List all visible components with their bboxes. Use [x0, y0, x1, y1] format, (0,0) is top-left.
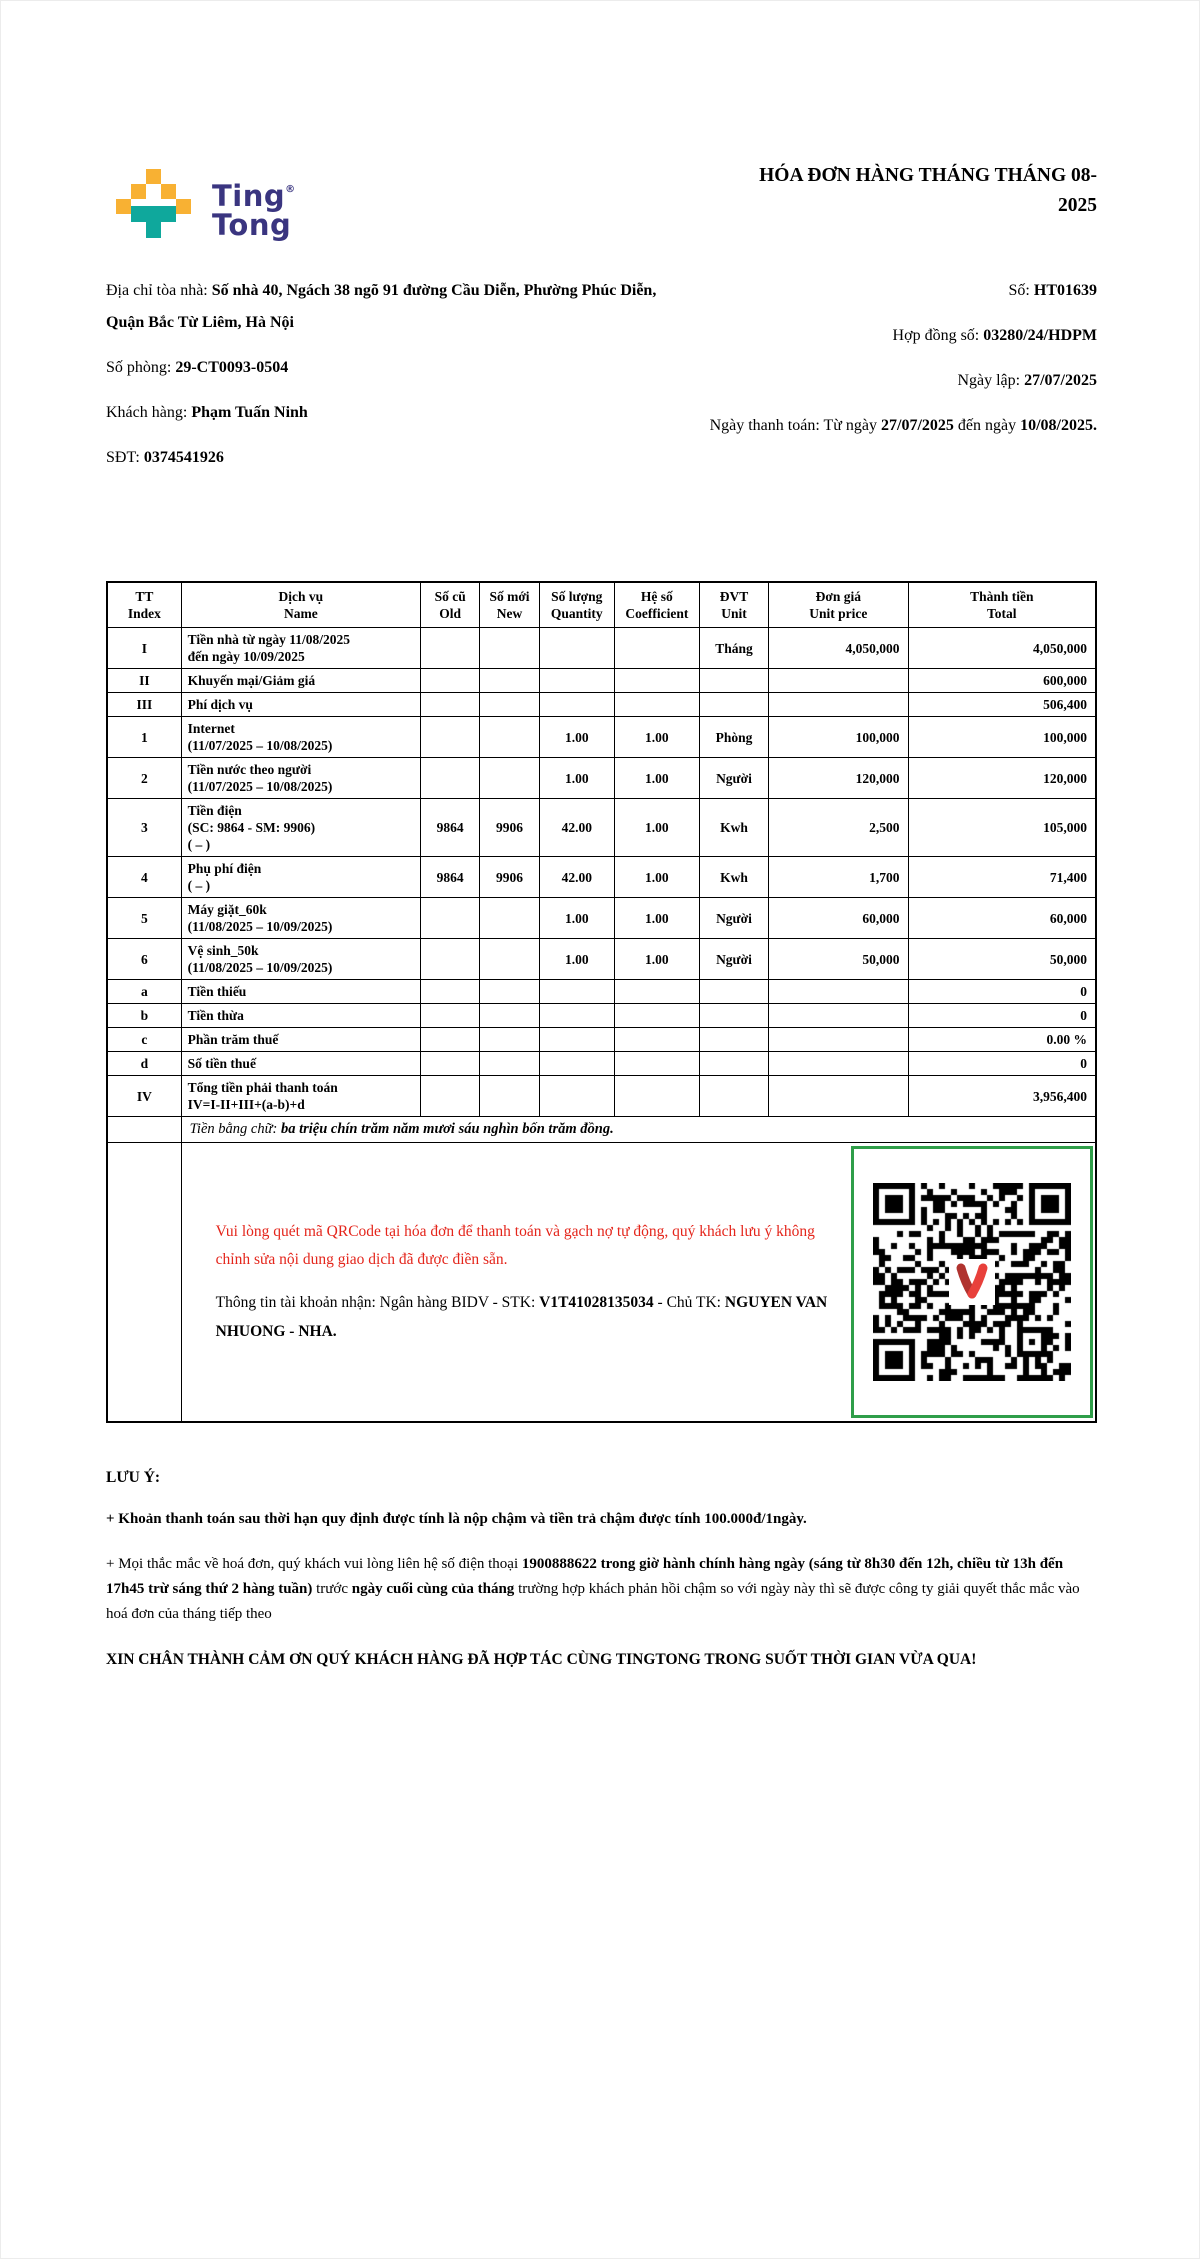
empty-cell	[107, 1117, 181, 1143]
cell-price	[769, 693, 908, 717]
cell-unit: Phòng	[699, 717, 768, 758]
cell-coeff: 1.00	[614, 939, 699, 980]
cell-qty	[539, 1028, 614, 1052]
cell-unit	[699, 980, 768, 1004]
cell-old	[421, 693, 480, 717]
cell-total: 600,000	[908, 669, 1096, 693]
cell-unit	[699, 669, 768, 693]
cell-total: 100,000	[908, 717, 1096, 758]
cell-coeff	[614, 1004, 699, 1028]
invoice-number-line: Số: HT01639	[1008, 282, 1097, 299]
cell-tt: 3	[107, 799, 181, 857]
qr-row	[107, 1143, 1096, 1423]
cell-total: 506,400	[908, 693, 1096, 717]
cell-total: 50,000	[908, 939, 1096, 980]
cell-new: 9906	[480, 857, 539, 898]
cell-qty	[539, 693, 614, 717]
table-header-row	[107, 582, 1096, 628]
cell-service: Tổng tiền phải thanh toán IV=I-II+III+(a-b)+d	[181, 1076, 420, 1117]
cell-old	[421, 1076, 480, 1117]
cell-tt: 5	[107, 898, 181, 939]
table-row	[107, 717, 1096, 758]
cell-tt: d	[107, 1052, 181, 1076]
bank-account-info: Thông tin tài khoản nhận: Ngân hàng BIDV - STK: V1T41028135034 - Chủ TK: NGUYEN VAN NHUONG - NHA.	[215, 1294, 828, 1340]
cell-tt: a	[107, 980, 181, 1004]
contract-number-line: Hợp đồng số: 03280/24/HDPM	[892, 327, 1097, 344]
table-row	[107, 693, 1096, 717]
invoice-table	[106, 581, 1097, 1423]
hotline-note: + Mọi thắc mắc về hoá đơn, quý khách vui lòng liên hệ số điện thoại 1900888622 trong giờ hành chính hàng ngày (sáng từ 8h30 đến 12h, chiều từ 13h đến 17h45 trừ sáng thứ 2 hàng tuần) trước ngày cuối cùng của tháng trường hợp khách phản hồi chậm so với ngày này thì sẽ được công ty giải quyết thắc mắc vào hoá đơn của tháng tiếp theo	[106, 1556, 1080, 1622]
cell-tt: 2	[107, 758, 181, 799]
cell-coeff: 1.00	[614, 717, 699, 758]
cell-tt: c	[107, 1028, 181, 1052]
customer-name-line: Khách hàng: Phạm Tuấn Ninh	[106, 404, 308, 421]
header	[106, 165, 1097, 242]
cell-tt: III	[107, 693, 181, 717]
building-address-line: Địa chỉ tòa nhà: Số nhà 40, Ngách 38 ngõ 91 đường Cầu Diễn, Phường Phúc Diễn, Quận Bắc Từ Liêm, Hà Nội	[106, 282, 657, 331]
issue-date-line: Ngày lập: 27/07/2025	[957, 372, 1097, 389]
cell-new	[480, 669, 539, 693]
cell-qty	[539, 980, 614, 1004]
cell-coeff	[614, 1076, 699, 1117]
cell-price: 50,000	[769, 939, 908, 980]
column-header-coefficient: Hệ số Coefficient	[614, 582, 699, 628]
cell-coeff: 1.00	[614, 857, 699, 898]
cell-unit: Kwh	[699, 799, 768, 857]
qr-payment-cell	[181, 1143, 1096, 1423]
cell-service: Số tiền thuế	[181, 1052, 420, 1076]
cell-total: 120,000	[908, 758, 1096, 799]
cell-old	[421, 980, 480, 1004]
cell-tt: II	[107, 669, 181, 693]
table-row	[107, 857, 1096, 898]
cell-qty	[539, 1052, 614, 1076]
cell-new	[480, 939, 539, 980]
column-header-new: Số mới New	[480, 582, 539, 628]
cell-coeff: 1.00	[614, 758, 699, 799]
cell-old	[421, 898, 480, 939]
table-row	[107, 980, 1096, 1004]
cell-old	[421, 1004, 480, 1028]
vietqr-v-icon	[949, 1259, 995, 1305]
cell-qty: 1.00	[539, 898, 614, 939]
registered-mark: ®	[285, 184, 296, 195]
table-row	[107, 628, 1096, 669]
table-row	[107, 1052, 1096, 1076]
column-header-old: Số cũ Old	[421, 582, 480, 628]
cell-service: Tiền nước theo người (11/07/2025 – 10/08/2025)	[181, 758, 420, 799]
cell-old: 9864	[421, 799, 480, 857]
table-row	[107, 1004, 1096, 1028]
cell-new	[480, 717, 539, 758]
cell-qty	[539, 628, 614, 669]
tingtong-pixel-tree-icon	[116, 169, 194, 241]
cell-qty: 1.00	[539, 758, 614, 799]
cell-tt: 6	[107, 939, 181, 980]
cell-price: 100,000	[769, 717, 908, 758]
cell-coeff	[614, 1028, 699, 1052]
cell-new	[480, 1076, 539, 1117]
cell-total: 3,956,400	[908, 1076, 1096, 1117]
cell-unit: Người	[699, 898, 768, 939]
cell-coeff	[614, 628, 699, 669]
cell-qty	[539, 1004, 614, 1028]
cell-tt: 1	[107, 717, 181, 758]
table-row	[107, 758, 1096, 799]
cell-tt: b	[107, 1004, 181, 1028]
cell-new	[480, 1028, 539, 1052]
column-header-index: TT Index	[107, 582, 181, 628]
cell-old	[421, 939, 480, 980]
cell-unit	[699, 693, 768, 717]
cell-service: Khuyến mại/Giảm giá	[181, 669, 420, 693]
cell-qty: 42.00	[539, 857, 614, 898]
cell-new	[480, 628, 539, 669]
cell-new	[480, 758, 539, 799]
cell-new	[480, 1052, 539, 1076]
table-row	[107, 1028, 1096, 1052]
cell-unit: Kwh	[699, 857, 768, 898]
cell-qty: 42.00	[539, 799, 614, 857]
cell-tt: 4	[107, 857, 181, 898]
cell-service: Máy giặt_60k (11/08/2025 – 10/09/2025)	[181, 898, 420, 939]
cell-new	[480, 980, 539, 1004]
cell-total: 0.00 %	[908, 1028, 1096, 1052]
cell-coeff: 1.00	[614, 799, 699, 857]
cell-price	[769, 1052, 908, 1076]
cell-total: 60,000	[908, 898, 1096, 939]
empty-cell	[107, 1143, 181, 1423]
table-row	[107, 939, 1096, 980]
table-row	[107, 669, 1096, 693]
cell-total: 4,050,000	[908, 628, 1096, 669]
cell-price	[769, 1028, 908, 1052]
invoice-meta	[665, 275, 1097, 487]
cell-price	[769, 980, 908, 1004]
phone-line: SĐT: 0374541926	[106, 449, 224, 466]
column-header-unit-price: Đơn giá Unit price	[769, 582, 908, 628]
amount-in-words-row	[107, 1117, 1096, 1143]
cell-tt: IV	[107, 1076, 181, 1117]
cell-coeff	[614, 693, 699, 717]
cell-new	[480, 1004, 539, 1028]
late-payment-note: + Khoản thanh toán sau thời hạn quy định được tính là nộp chậm và tiền trả chậm được tính 100.000đ/1ngày.	[106, 1511, 807, 1527]
cell-new	[480, 898, 539, 939]
amount-in-words: Tiền bằng chữ: ba triệu chín trăm năm mươi sáu nghìn bốn trăm đồng.	[181, 1117, 1096, 1143]
thank-you-message: XIN CHÂN THÀNH CẢM ƠN QUÝ KHÁCH HÀNG ĐÃ HỢP TÁC CÙNG TINGTONG TRONG SUỐT THỜI GIAN VỪA QUA!	[106, 1651, 977, 1668]
cell-service: Tiền thừa	[181, 1004, 420, 1028]
qr-instruction-note: Vui lòng quét mã QRCode tại hóa đơn để thanh toán và gạch nợ tự động, quý khách lưu ý không chỉnh sửa nội dung giao dịch đã được điền sẵn.	[215, 1223, 815, 1268]
cell-total: 71,400	[908, 857, 1096, 898]
cell-qty	[539, 1076, 614, 1117]
cell-coeff	[614, 980, 699, 1004]
cell-total: 0	[908, 1052, 1096, 1076]
cell-price	[769, 1076, 908, 1117]
cell-unit: Tháng	[699, 628, 768, 669]
cell-coeff: 1.00	[614, 898, 699, 939]
column-header-total: Thành tiền Total	[908, 582, 1096, 628]
notes-heading: LƯU Ý:	[106, 1469, 161, 1486]
cell-price: 60,000	[769, 898, 908, 939]
cell-old	[421, 758, 480, 799]
cell-tt: I	[107, 628, 181, 669]
footer-notes	[106, 1469, 1097, 1672]
invoice-title: HÓA ĐƠN HÀNG THÁNG THÁNG 08-2025	[759, 165, 1097, 216]
table-row	[107, 1076, 1096, 1117]
cell-price: 4,050,000	[769, 628, 908, 669]
cell-old	[421, 669, 480, 693]
cell-unit	[699, 1076, 768, 1117]
cell-unit: Người	[699, 758, 768, 799]
cell-service: Phụ phí điện ( – )	[181, 857, 420, 898]
cell-coeff	[614, 1052, 699, 1076]
cell-unit: Người	[699, 939, 768, 980]
cell-total: 0	[908, 1004, 1096, 1028]
cell-service: Vệ sinh_50k (11/08/2025 – 10/09/2025)	[181, 939, 420, 980]
cell-service: Tiền điện (SC: 9864 - SM: 9906) ( – )	[181, 799, 420, 857]
cell-service: Phần trăm thuế	[181, 1028, 420, 1052]
column-header-name: Dịch vụ Name	[181, 582, 420, 628]
cell-coeff	[614, 669, 699, 693]
cell-service: Tiền nhà từ ngày 11/08/2025 đến ngày 10/09/2025	[181, 628, 420, 669]
column-header-unit: ĐVT Unit	[699, 582, 768, 628]
cell-unit	[699, 1004, 768, 1028]
cell-old	[421, 1028, 480, 1052]
cell-new: 9906	[480, 799, 539, 857]
cell-qty	[539, 669, 614, 693]
cell-qty: 1.00	[539, 939, 614, 980]
cell-old	[421, 1052, 480, 1076]
qr-code-frame	[851, 1146, 1093, 1418]
brand-logo	[116, 169, 296, 241]
payment-instructions	[182, 1218, 851, 1346]
customer-info	[106, 275, 665, 487]
cell-service: Phí dịch vụ	[181, 693, 420, 717]
cell-total: 0	[908, 980, 1096, 1004]
cell-unit	[699, 1052, 768, 1076]
cell-price: 2,500	[769, 799, 908, 857]
cell-qty: 1.00	[539, 717, 614, 758]
cell-old: 9864	[421, 857, 480, 898]
cell-unit	[699, 1028, 768, 1052]
cell-old	[421, 628, 480, 669]
cell-service: Tiền thiếu	[181, 980, 420, 1004]
cell-price	[769, 1004, 908, 1028]
column-header-quantity: Số lượng Quantity	[539, 582, 614, 628]
table-row	[107, 799, 1096, 857]
cell-total: 105,000	[908, 799, 1096, 857]
table-row	[107, 898, 1096, 939]
payment-period-line: Ngày thanh toán: Từ ngày 27/07/2025 đến ngày 10/08/2025.	[709, 417, 1097, 434]
invoice-info	[106, 275, 1097, 487]
brand-name: Ting® Tong	[212, 179, 296, 242]
room-number-line: Số phòng: 29-CT0093-0504	[106, 359, 289, 376]
cell-old	[421, 717, 480, 758]
cell-price: 1,700	[769, 857, 908, 898]
cell-price	[769, 669, 908, 693]
cell-service: Internet (11/07/2025 – 10/08/2025)	[181, 717, 420, 758]
cell-price: 120,000	[769, 758, 908, 799]
cell-new	[480, 693, 539, 717]
